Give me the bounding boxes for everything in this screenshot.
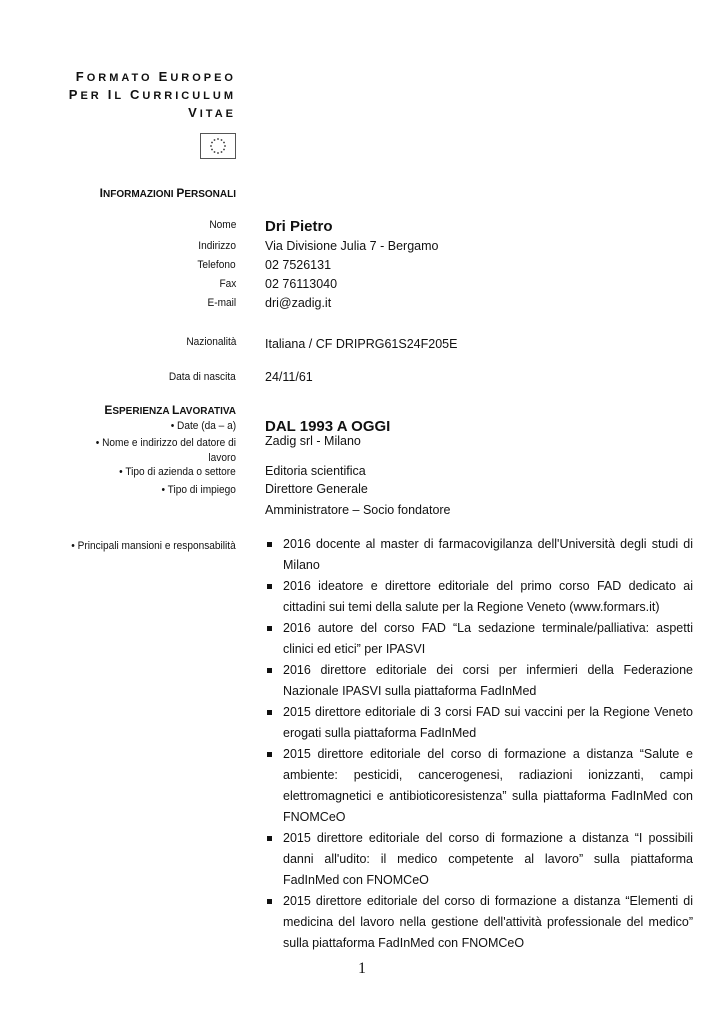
sector-value: Editoria scientifica (265, 464, 366, 478)
email-value: dri@zadig.it (265, 296, 332, 310)
duties-label: • Principali mansioni e responsabilità (71, 540, 236, 552)
nationality-label: Nazionalità (185, 336, 236, 348)
employer-label: • Nome e indirizzo del datore di lavoro (95, 437, 236, 464)
bullet-icon (267, 752, 272, 757)
fax-value: 02 76113040 (265, 277, 338, 291)
role-value: Amministratore – Socio fondatore (265, 503, 451, 517)
cv-title-line-3: VITAE (188, 105, 236, 120)
eu-flag-icon (200, 133, 236, 159)
bullet-icon (267, 836, 272, 841)
birthdate-value: 24/11/61 (265, 370, 313, 384)
cv-title-line-1: FORMATO EUROPEO (75, 69, 236, 84)
phone-label: Telefono (197, 259, 236, 271)
work-experience-heading: ESPERIENZA LAVORATIVA (104, 403, 236, 417)
bullet-icon (267, 542, 272, 547)
personal-info-heading: INFORMAZIONI PERSONALI (99, 186, 236, 200)
dates-label: • Date (da – a) (170, 420, 236, 432)
list-item: 2016 autore del corso FAD “La sedazione terminale/palliativa: aspetti clinici ed etici” per IPASVI (265, 618, 693, 660)
job-type-label: • Tipo di impiego (161, 484, 236, 496)
nationality-value: Italiana / CF DRIPRG61S24F205E (265, 337, 458, 351)
name-label: Nome (209, 219, 236, 231)
list-item: 2015 direttore editoriale di 3 corsi FAD sui vaccini per la Regione Veneto erogati sulla piattaforma FadInMed (265, 702, 693, 744)
list-item: 2015 direttore editoriale del corso di formazione a distanza “I possibili danni all'udito: il medico competente al lavoro” sulla piattaforma FadInMed con FNOMCeO (265, 828, 693, 891)
bullet-icon (267, 899, 272, 904)
bullet-icon (267, 584, 272, 589)
list-item: 2016 ideatore e direttore editoriale del primo corso FAD dedicato ai cittadini sui temi della salute per la Regione Veneto (www.formars.it) (265, 576, 693, 618)
sector-label: • Tipo di azienda o settore (119, 466, 236, 478)
birthdate-label: Data di nascita (169, 371, 236, 383)
list-item: 2016 docente al master di farmacovigilanza dell'Università degli studi di Milano (265, 534, 693, 576)
bullet-icon (267, 668, 272, 673)
job-type-value: Direttore Generale (265, 482, 368, 496)
list-item: 2015 direttore editoriale del corso di formazione a distanza “Elementi di medicina del lavoro nella gestione dell'attività professionale del medico” sulla piattaforma FadInMed con FNOMCeO (265, 891, 693, 954)
page-number: 1 (358, 960, 366, 977)
name-value: Dri Pietro (265, 218, 333, 235)
fax-label: Fax (219, 278, 236, 290)
bullet-icon (267, 626, 272, 631)
employer-value: Zadig srl - Milano (265, 434, 361, 448)
period-value: DAL 1993 A OGGI (265, 418, 391, 435)
phone-value: 02 7526131 (265, 258, 332, 272)
address-label: Indirizzo (198, 240, 236, 252)
list-item: 2016 direttore editoriale dei corsi per infermieri della Federazione Nazionale IPASVI sulla piattaforma FadInMed (265, 660, 693, 702)
duties-list (265, 534, 693, 954)
cv-title-line-2: PER IL CURRICULUM (68, 87, 236, 102)
email-label: E-mail (207, 297, 236, 309)
bullet-icon (267, 710, 272, 715)
address-value: Via Divisione Julia 7 - Bergamo (265, 239, 439, 253)
list-item: 2015 direttore editoriale del corso di formazione a distanza “Salute e ambiente: pesticidi, cancerogenesi, radiazioni ionizzanti, campi elettromagnetici e antibioticoresistenza” sulla piattaforma FadInMed con FNOMCeO (265, 744, 693, 828)
